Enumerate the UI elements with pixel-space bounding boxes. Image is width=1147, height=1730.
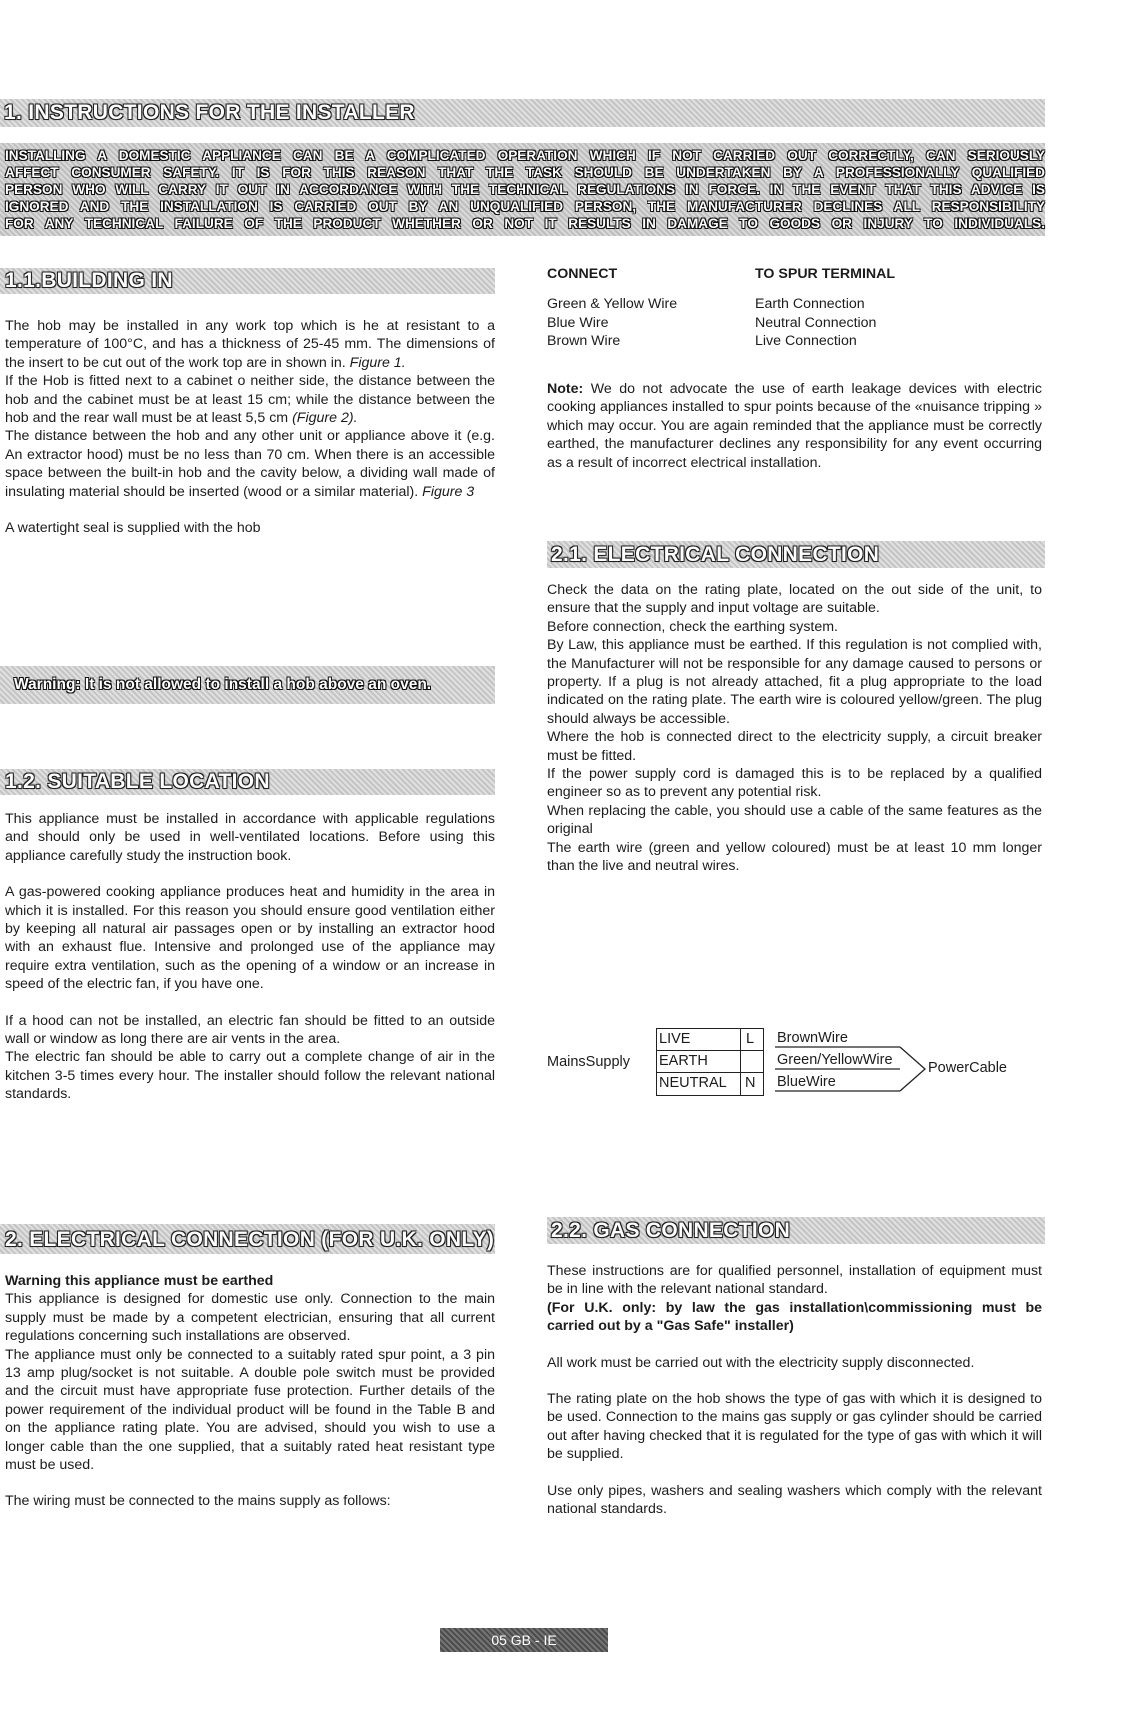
page-number-label: 05 GB - IE bbox=[440, 1628, 608, 1652]
wire-brown-label: BrownWire bbox=[777, 1030, 848, 1046]
electrical-uk-p3: The wiring must be connected to the mains supply as follows: bbox=[5, 1493, 391, 1510]
wiring-diagram bbox=[547, 1025, 1047, 1100]
suitable-location-p4: The electric fan should be able to carry out a complete change of air in the kitchen 3-5 times every hour. The installer should follow the relevant national standards. bbox=[5, 1049, 495, 1103]
gas-connection-title: 2.2. GAS CONNECTION bbox=[551, 1219, 791, 1242]
oven-warning-text: Warning: It is not allowed to install a hob above an oven. bbox=[14, 676, 432, 693]
electrical-uk-p1: This appliance is designed for domestic use only. Connection to the main supply must be made by a competent electrician, ensuring that all current regulations concerning such installations are observed. bbox=[5, 1291, 495, 1345]
terminal-earth: EARTH bbox=[659, 1053, 708, 1069]
note-label: Note: bbox=[547, 381, 584, 397]
building-in-p4: A watertight seal is supplied with the hob bbox=[5, 520, 261, 537]
figure-2-ref: (Figure 2). bbox=[292, 410, 358, 427]
building-in-p2: If the Hob is fitted next to a cabinet o neither side, the distance between the hob and the cabinet must be at least 15 cm; while the distance between the hob and the rear wall must be at least 5,5 cm (Figure 2). bbox=[5, 373, 495, 427]
building-in-body bbox=[5, 317, 495, 537]
safety-line: PERSON WHO WILL CARRY IT OUT IN ACCORDANCE WITH THE TECHNICAL REGULATIONS IN FORCE. IN THE EVENT THAT THIS ADVICE IS bbox=[5, 182, 1045, 197]
note-text: We do not advocate the use of earth leakage devices with electric cooking appliances installed to spur points because of the «nuisance tripping » which may occur. You are again reminded that the appliance must be correctly earthed, the manufacturer declines any responsibility for any event occurring as a result of incorrect electrical installation. bbox=[547, 381, 1042, 471]
connect-header: CONNECT bbox=[547, 266, 618, 282]
suitable-location-p1: This appliance must be installed in accordance with applicable regulations and should only be used in well-ventilated locations. Before using this appliance carefully study the instruction book. bbox=[5, 811, 495, 864]
suitable-location-body bbox=[5, 810, 495, 1104]
suitable-location-p3: If a hood can not be installed, an electric fan should be fitted to an outside wall or window as long there are air vents in the area. bbox=[5, 1012, 495, 1048]
electrical-connection-p3: By Law, this appliance must be earthed. If this regulation is not complied with, the Manufacturer will not be responsible for any damage caused to persons or property. If a plug is not already attached, fit a plug appropriate to the load indicated on the rating plate. The earth wire is coloured yellow/green. The plug should always be accessible. bbox=[547, 637, 1042, 727]
electrical-connection-p5: If the power supply cord is damaged this is to be replaced by a qualified engineer so as to prevent any potential risk. bbox=[547, 766, 1042, 801]
wire-lines bbox=[775, 1025, 935, 1100]
building-in-p3: The distance between the hob and any other unit or appliance above it (e.g. An extractor hood) must be no less than 70 cm. When there is an accessible space between the built-in hob and the cavity below, a dividing wall made of insulating material should be inserted (wood or a similar material). Figure 3 bbox=[5, 428, 495, 500]
code-neutral: N bbox=[745, 1075, 756, 1091]
electrical-connection-p2: Before connection, check the earthing system. bbox=[547, 618, 839, 635]
electrical-connection-p4: Where the hob is connected direct to the electricity supply, a circuit breaker must be fitted. bbox=[547, 729, 1042, 764]
table-row: Brown Wire Live Connection bbox=[547, 333, 857, 350]
table-row: Blue Wire Neutral Connection bbox=[547, 314, 877, 331]
gas-connection-body bbox=[547, 1262, 1042, 1518]
earth-leakage-note bbox=[547, 380, 1042, 472]
section-1-title: 1. INSTRUCTIONS FOR THE INSTALLER bbox=[4, 101, 415, 124]
safety-line: FOR ANY TECHNICAL FAILURE OF THE PRODUCT WHETHER OR NOT IT RESULTS IN DAMAGE TO GOODS OR INJURY TO INDIVIDUALS. bbox=[5, 216, 1045, 231]
gas-connection-p3: The rating plate on the hob shows the type of gas with which it is designed to be used. Connection to the mains gas supply or gas cylinder should be carried out after having checked that it is regulated for the type of gas with which it will be supplied. bbox=[547, 1391, 1042, 1463]
gas-connection-p4: Use only pipes, washers and sealing washers which comply with the relevant national standards. bbox=[547, 1482, 1042, 1518]
electrical-connection-p7: The earth wire (green and yellow coloured) must be at least 10 mm longer than the live and neutral wires. bbox=[547, 839, 1042, 875]
electrical-connection-p6: When replacing the cable, you should use a cable of the same features as the original bbox=[547, 802, 1042, 838]
electrical-connection-body bbox=[547, 581, 1042, 876]
building-in-p1: The hob may be installed in any work top which is he at resistant to a temperature of 100°C, and has a thickness of 25-45 mm. The dimensions of the insert to be cut out of the work top are in shown in. Figure 1. bbox=[5, 318, 495, 371]
gas-connection-p2: All work must be carried out with the electricity supply disconnected. bbox=[547, 1354, 975, 1371]
safety-line: AFFECT CONSUMER SAFETY. IT IS FOR THIS REASON THAT THE TASK SHOULD BE UNDERTAKEN BY A PROFESSIONALLY QUALIFIED bbox=[5, 165, 1045, 180]
electrical-connection-title: 2.1. ELECTRICAL CONNECTION bbox=[551, 543, 880, 566]
building-in-title: 1.1.BUILDING IN bbox=[5, 269, 173, 292]
gas-safe-requirement: (For U.K. only: by law the gas installation\commissioning must be carried out by a "Gas Safe" installer) bbox=[547, 1299, 1042, 1335]
figure-3-ref: Figure 3 bbox=[422, 483, 475, 500]
suitable-location-p2: A gas-powered cooking appliance produces heat and humidity in the area in which it is installed. For this reason you should ensure good ventilation either by keeping all natural air passages open or by installing an extractor hood with an exhaust flue. Intensive and prolonged use of the appliance may require extra ventilation, such as the opening of a window or an increase in speed of the electric fan, if you have one. bbox=[5, 884, 495, 993]
mains-supply-label: MainsSupply bbox=[547, 1054, 631, 1070]
power-cable-label: PowerCable bbox=[928, 1060, 1007, 1076]
terminal-live: LIVE bbox=[659, 1031, 691, 1047]
electrical-uk-p2: The appliance must only be connected to a suitably rated spur point, a 3 pin 13 amp plug/socket is not suitable. A double pole switch must be provided and the circuit must have appropriate fuse protection. Further details of the power requirement of the individual product will be found in the Table B and on the appliance rating plate. You are advised, should you wish to use a longer cable than the one supplied, that a suitably rated heat resistant type must be used. bbox=[5, 1346, 495, 1474]
electrical-uk-body bbox=[5, 1272, 495, 1511]
earthed-warning: Warning this appliance must be earthed bbox=[5, 1273, 274, 1289]
connect-table-block bbox=[547, 265, 1042, 351]
table-row: Green & Yellow Wire Earth Connection bbox=[547, 296, 865, 313]
wire-green-yellow-label: Green/YellowWire bbox=[777, 1052, 893, 1068]
safety-warning-text bbox=[5, 147, 1045, 232]
gas-connection-p1: These instructions are for qualified personnel, installation of equipment must be in line with the relevant national standard. bbox=[547, 1263, 1042, 1298]
electrical-uk-title: 2. ELECTRICAL CONNECTION (FOR U.K. ONLY) bbox=[5, 1228, 495, 1251]
code-live: L bbox=[746, 1031, 755, 1047]
safety-line: IGNORED AND THE INSTALLATION IS CARRIED OUT BY AN UNQUALIFIED PERSON, THE MANUFACTURER DECLINES ALL RESPONSIBILITY bbox=[5, 199, 1045, 214]
figure-1-ref: Figure 1. bbox=[349, 354, 406, 371]
terminal-block bbox=[656, 1028, 764, 1096]
spur-terminal-header: TO SPUR TERMINAL bbox=[755, 266, 896, 282]
terminal-neutral: NEUTRAL bbox=[659, 1075, 727, 1091]
electrical-connection-p1: Check the data on the rating plate, located on the out side of the unit, to ensure that the supply and input voltage are suitable. bbox=[547, 582, 1042, 617]
suitable-location-title: 1.2. SUITABLE LOCATION bbox=[5, 770, 270, 793]
wire-blue-label: BlueWire bbox=[777, 1074, 836, 1090]
connect-table bbox=[547, 265, 895, 351]
safety-line: INSTALLING A DOMESTIC APPLIANCE CAN BE A COMPLICATED OPERATION WHICH IF NOT CARRIED OUT CORRECTLY, CAN SERIOUSLY bbox=[5, 148, 1045, 163]
